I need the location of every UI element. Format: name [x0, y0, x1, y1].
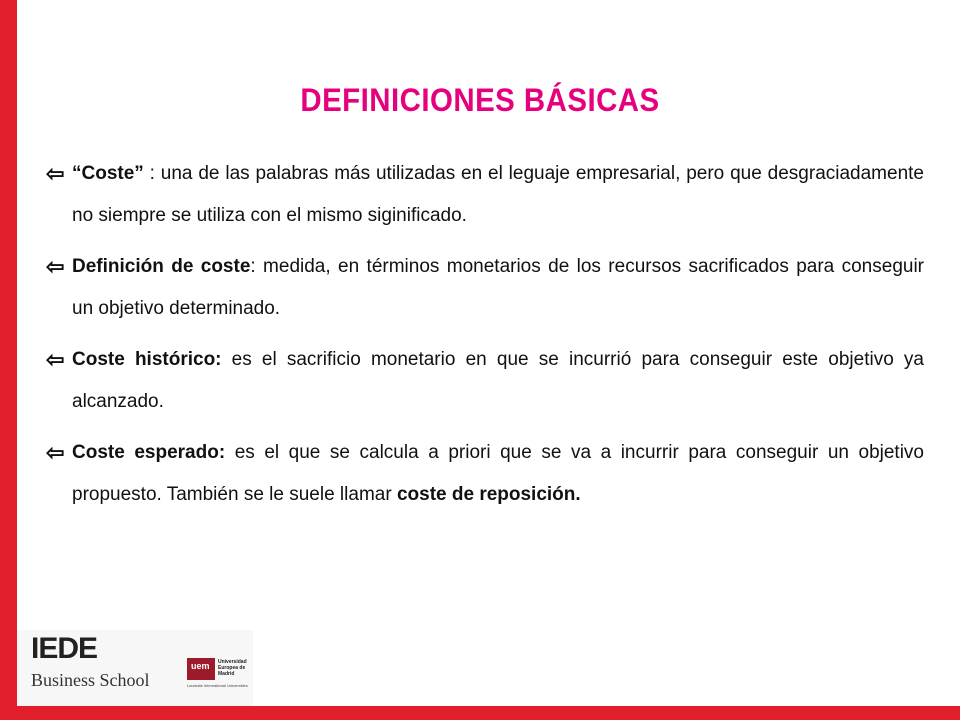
left-arrow-icon: ⇦ [46, 161, 65, 186]
bottom-accent-bar [0, 706, 960, 720]
bullet-lead: Coste histórico: [72, 349, 222, 370]
slide-title: DEFINICIONES BÁSICAS [300, 82, 660, 118]
bullet-text: : una de las palabras más utilizadas en el leguaje empresarial, pero que desgraciadamente no siempre se utiliza con el mismo siginificado. [72, 163, 924, 226]
bullet-item [46, 246, 924, 330]
partner-mark-text: uem [191, 661, 210, 671]
bullet-text: : medida, en términos monetarios de los recursos sacrificados para conseguir un objetivo determinado. [72, 256, 924, 319]
bullet-text: es el que se calcula a priori que se va a incurrir para conseguir un objetivo propuesto. También se le suele llamar [72, 442, 924, 505]
bullet-item [46, 153, 924, 237]
bullet-item [46, 432, 924, 516]
partner-logo-mark [187, 658, 215, 680]
bullet-list [46, 153, 924, 525]
bullet-lead: Definición de coste [72, 256, 251, 277]
left-arrow-icon: ⇦ [46, 440, 65, 465]
partner-subtitle: Laureate International Universities [187, 683, 248, 688]
left-arrow-icon: ⇦ [46, 347, 65, 372]
footer-logos [17, 630, 253, 706]
business-school-label: Business School [31, 670, 150, 690]
bullet-tail: coste de reposición. [396, 484, 581, 505]
left-accent-bar [0, 0, 17, 720]
bullet-lead: Coste esperado: [72, 442, 226, 463]
iede-logo: IEDE [31, 632, 98, 665]
partner-logo [187, 658, 248, 690]
bullet-text: es el sacrificio monetario en que se incurrió para conseguir este objetivo ya alcanzado. [72, 349, 924, 412]
bullet-lead: “Coste” [72, 163, 144, 184]
left-arrow-icon: ⇦ [46, 254, 65, 279]
bullet-item [46, 339, 924, 423]
partner-name: Universidad Europea de Madrid [218, 659, 247, 677]
